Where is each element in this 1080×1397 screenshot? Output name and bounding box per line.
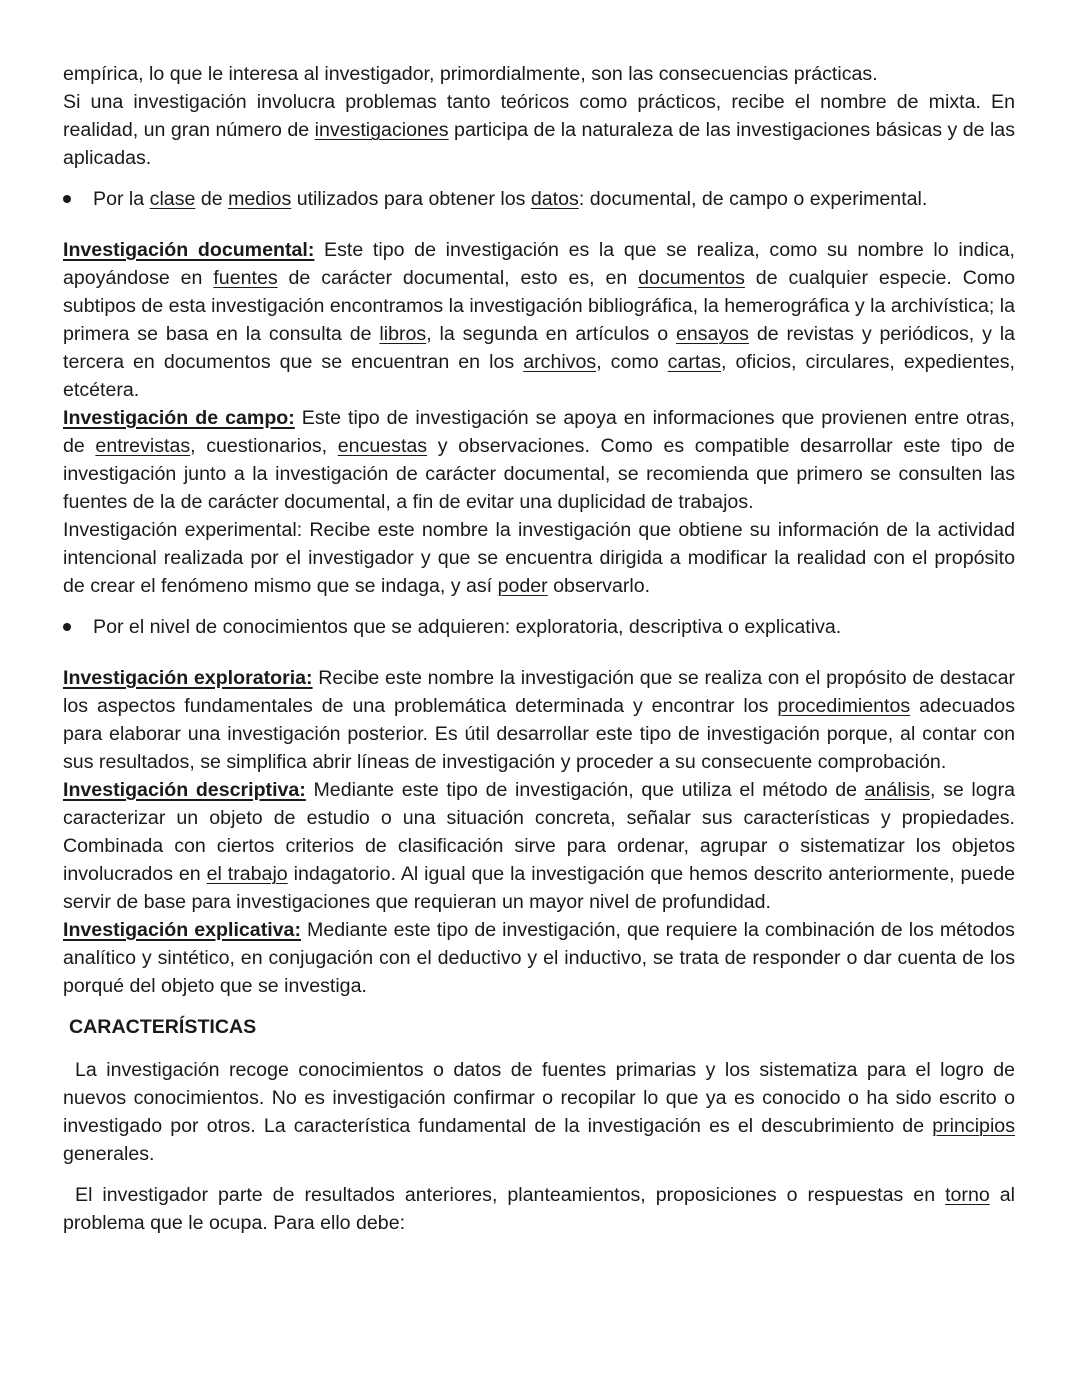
text: Este tipo de investigación se apoya en informaciones que provienen entre otras, de: [63, 407, 1015, 457]
text: Mediante este tipo de investigación, que utiliza el método de: [305, 779, 865, 801]
text: Por el nivel de conocimientos que se adquieren: exploratoria, descriptiva o explicativa.: [93, 616, 842, 638]
underlined-term: clase: [149, 188, 196, 210]
underlined-term: ensayos: [675, 323, 749, 345]
underlined-term: cartas: [667, 351, 722, 373]
text: , como: [596, 351, 668, 373]
document-page: [63, 60, 1015, 1237]
underlined-term: el trabajo: [206, 863, 288, 885]
term-heading: Investigación de campo:: [63, 407, 295, 429]
text: , la segunda en artículos o: [426, 323, 676, 345]
text: Mediante este tipo de investigación, que requiere la combinación de los métodos analítico y sintético, en conjugación con el deductivo y el inductivo, se trata de responder o dar cuenta de los porqué del objeto que se investiga.: [63, 919, 1015, 997]
mixed-paragraph: [63, 88, 1015, 172]
intro-text: empírica, lo que le interesa al investigador, primordialmente, son las consecuencias prácticas.: [63, 63, 878, 85]
caracteristicas-paragraph-1: [63, 1056, 1015, 1168]
underlined-term: fuentes: [213, 267, 278, 289]
text: indagatorio. Al igual que la investigación que hemos descrito anteriormente, puede servir de base para investigaciones que requieran un mayor nivel de profundidad.: [63, 863, 1016, 913]
underlined-term: documentos: [638, 267, 745, 289]
bullet-dot-icon: [63, 195, 71, 203]
text: Investigación experimental: Recibe este nombre la investigación que obtiene su información de la actividad intencional realizada por el investigador y que se encuentra dirigida a modificar la realidad con el propósito de crear el fenómeno mismo que se indaga, y así: [63, 519, 1015, 597]
section-heading-caracteristicas: CARACTERÍSTICAS: [69, 1016, 257, 1038]
text: La investigación recoge conocimientos o datos de fuentes primarias y los sistematiza para el logro de nuevos conocimientos. No es investigación confirmar o recopilar lo que ya es conocido o ha sido escrito o investigado por otros. La característica fundamental de la investigación es el descubrimiento de: [63, 1059, 1015, 1137]
underlined-term: análisis: [864, 779, 931, 801]
intro-line: [63, 60, 1015, 88]
term-heading: Investigación descriptiva:: [63, 779, 306, 801]
text: Recibe este nombre la investigación que se realiza con el propósito de destacar los aspectos fundamentales de una problemática determinada y encontrar los: [63, 667, 1015, 717]
text: : documental, de campo o experimental.: [578, 188, 928, 210]
text: observarlo.: [547, 575, 651, 597]
underlined-term: encuestas: [337, 435, 428, 457]
underlined-term: investigaciones: [314, 119, 449, 141]
documental-paragraph: [63, 236, 1015, 404]
text: Si una investigación involucra problemas tanto teóricos como prácticos, recibe el nombre de mixta. En realidad, un gran número de: [63, 91, 1015, 141]
text: participa de la naturaleza de las investigaciones básicas y de las aplicadas.: [63, 119, 1015, 169]
underlined-term: entrevistas: [95, 435, 191, 457]
bullet-item-nivel: [63, 613, 1015, 641]
text: Por la: [93, 188, 150, 210]
underlined-term: datos: [530, 188, 579, 210]
text: adecuados para elaborar una investigación posterior. Es útil desarrollar este tipo de investigación porque, al contar con sus resultados, se simplifica abrir líneas de investigación y proceder a su consecuente comprobación.: [63, 695, 1015, 773]
text: de cualquier especie. Como subtipos de esta investigación encontramos la investigación bibliográfica, la hemerográfica y la archivística; la primera se basa en la consulta de: [63, 267, 1016, 345]
text: Este tipo de investigación es la que se realiza, como su nombre lo indica, apoyándose en: [63, 239, 1015, 289]
text: utilizados para obtener los: [291, 188, 531, 210]
exploratoria-paragraph: [63, 664, 1015, 776]
bullet-dot-icon: [63, 623, 71, 631]
underlined-term: principios: [932, 1115, 1015, 1137]
underlined-term: libros: [379, 323, 427, 345]
text: de: [195, 188, 229, 210]
underlined-term: medios: [228, 188, 292, 210]
underlined-term: poder: [497, 575, 548, 597]
term-heading: Investigación exploratoria:: [63, 667, 313, 689]
caracteristicas-paragraph-2: [63, 1181, 1015, 1237]
text: de carácter documental, esto es, en: [277, 267, 639, 289]
text: y observaciones. Como es compatible desarrollar este tipo de investigación junto a la investigación de carácter documental, se recomienda que primero se consulten las fuentes de la de carácter documental, a fin de evitar una duplicidad de trabajos.: [63, 435, 1015, 513]
text: generales.: [63, 1143, 155, 1165]
descriptiva-paragraph: [63, 776, 1015, 916]
text: al problema que le ocupa. Para ello debe:: [63, 1184, 1015, 1234]
term-heading: Investigación explicativa:: [63, 919, 301, 941]
text: , oficios, circulares, expedientes, etcétera.: [63, 351, 1015, 401]
campo-paragraph: [63, 404, 1015, 516]
underlined-term: archivos: [523, 351, 597, 373]
text: El investigador parte de resultados anteriores, planteamientos, proposiciones o respuestas en: [75, 1184, 946, 1206]
experimental-paragraph: [63, 516, 1015, 600]
term-heading: Investigación documental:: [63, 239, 315, 261]
underlined-term: procedimientos: [777, 695, 911, 717]
text: , se logra caracterizar un objeto de estudio o una situación concreta, señalar sus características y propiedades. Combinada con ciertos criterios de clasificación sirve para ordenar, agrupar o sistematizar los objetos involucrados en: [63, 779, 1015, 885]
text: de revistas y periódicos, y la tercera en documentos que se encuentran en los: [63, 323, 1015, 373]
explicativa-paragraph: [63, 916, 1015, 1000]
underlined-term: torno: [945, 1184, 990, 1206]
text: , cuestionarios,: [190, 435, 338, 457]
bullet-item-medios: [63, 185, 1015, 213]
